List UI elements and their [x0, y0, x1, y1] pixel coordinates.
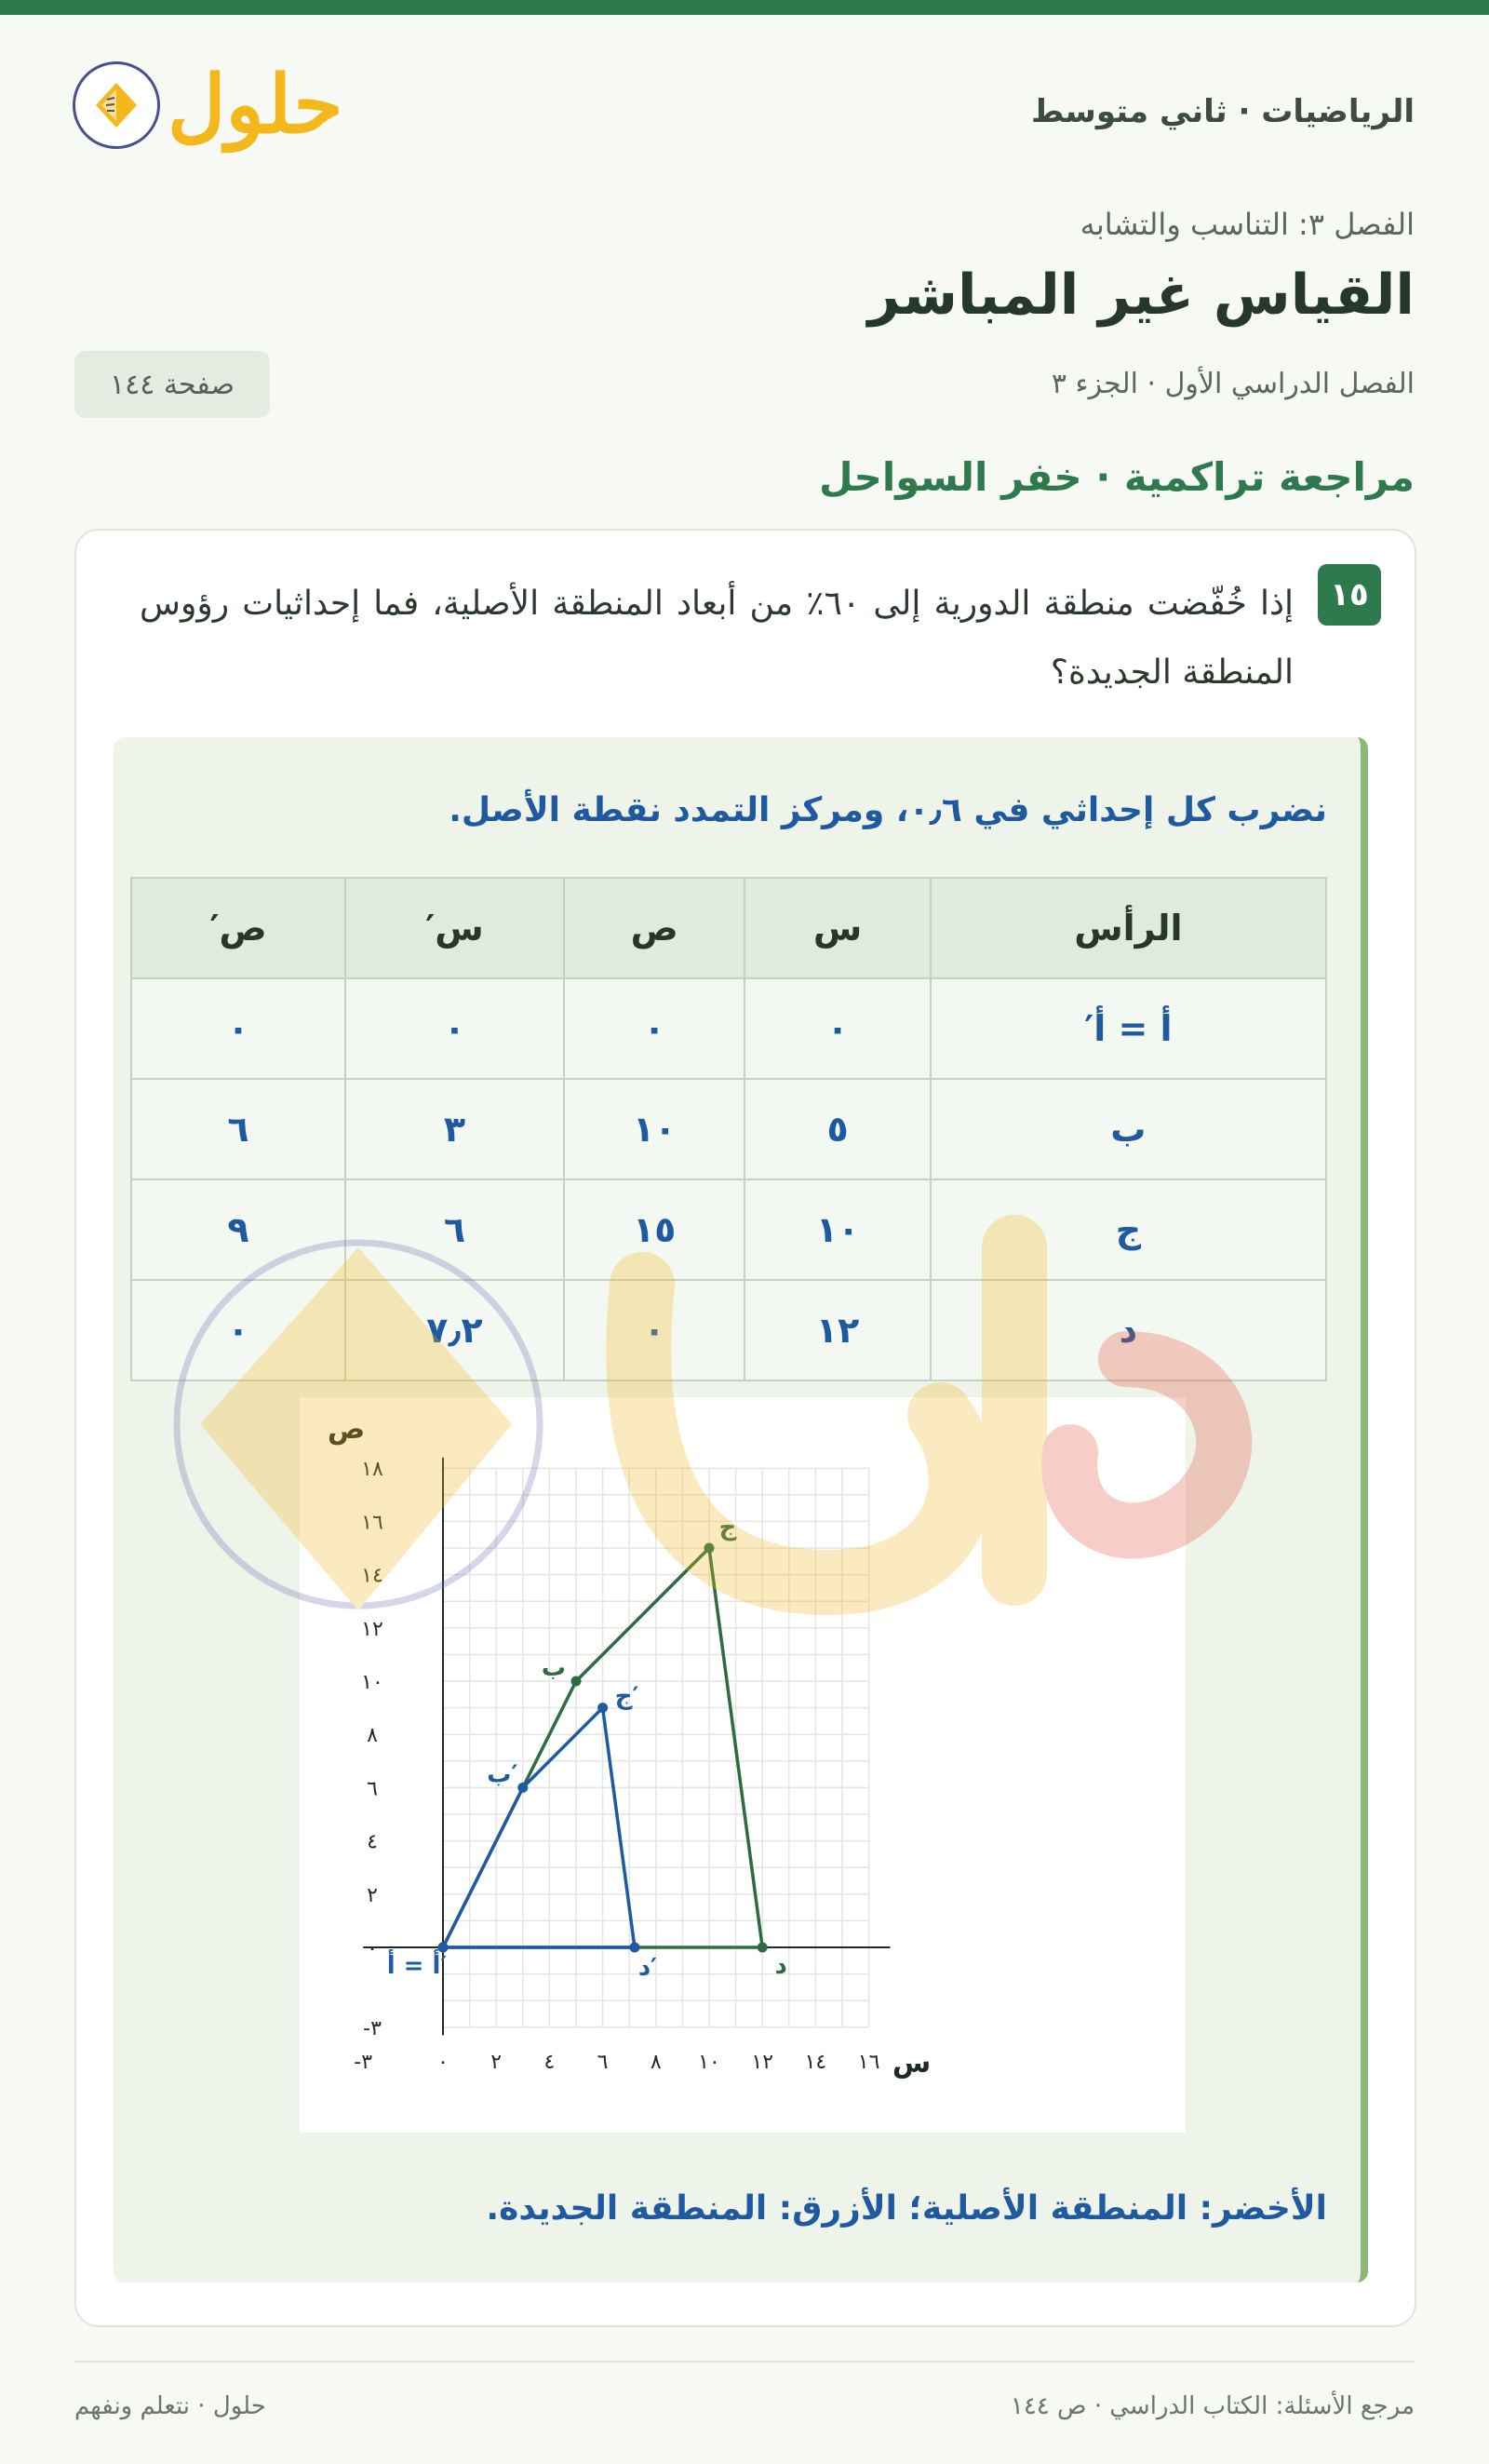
y-tick-label: ٢ [367, 1883, 378, 1907]
table-header-cell: س′ [345, 878, 564, 978]
answer-intro: نضرب كل إحداثي في ٠٫٦، ومركز التمدد نقطة الأصل. [449, 791, 1327, 829]
vertices-table [130, 877, 1327, 1381]
vertex-label: ب′ [487, 1760, 518, 1789]
y-tick-label: ١٢ [361, 1617, 383, 1641]
table-cell: ٠ [564, 1280, 745, 1380]
table-cell: ٠ [131, 978, 345, 1079]
table-header-cell: ص′ [131, 878, 345, 978]
table-row [131, 1079, 1326, 1179]
y-tick-label: ١٨ [361, 1458, 383, 1482]
y-axis-label: ص [327, 1413, 366, 1447]
vertex-label: د [774, 1952, 787, 1980]
y-tick-label: ٦ [367, 1777, 378, 1801]
table-header-cell: ص [564, 878, 745, 978]
table-cell: ٦ [345, 1179, 564, 1280]
y-tick-label: -٣ [363, 2016, 382, 2040]
vertex-label: د′ [637, 1954, 658, 1982]
table-cell: ١٥ [564, 1179, 745, 1280]
table-cell: ١٢ [744, 1280, 930, 1380]
vertex-point [571, 1676, 582, 1687]
question-card [74, 529, 1416, 2327]
x-tick-label: ٠ [437, 2050, 449, 2074]
table-cell: ٠ [345, 978, 564, 1079]
table-cell: ٠ [564, 978, 745, 1079]
book-icon [73, 61, 160, 149]
x-tick-label: ٢ [490, 2050, 503, 2074]
footer-reference: مرجع الأسئلة: الكتاب الدراسي · ص ١٤٤ [1010, 2392, 1415, 2420]
x-axis-label: س [892, 2046, 932, 2080]
table-cell: ١٠ [564, 1079, 745, 1179]
page-title: القياس غير المباشر [867, 263, 1415, 328]
y-tick-label: ٠ [367, 1937, 378, 1960]
vertex-point [704, 1543, 715, 1554]
table-cell: ٣ [345, 1079, 564, 1179]
top-accent-bar [0, 0, 1489, 15]
subject-label: الرياضيات · ثاني متوسط [1031, 93, 1415, 130]
x-tick-label: ١٦ [857, 2050, 880, 2074]
term-label: الفصل الدراسي الأول · الجزء ٣ [1051, 368, 1415, 400]
table-row [131, 1280, 1326, 1380]
vertex-point [517, 1783, 528, 1793]
table-row [131, 1179, 1326, 1280]
table-cell: ٠ [131, 1280, 345, 1380]
table-cell: ٠ [744, 978, 930, 1079]
footer-divider [74, 2361, 1415, 2363]
footer-tagline: حلول · نتعلم ونفهم [74, 2392, 266, 2420]
table-cell: أ = أ′ [931, 978, 1326, 1079]
table-header-row [131, 878, 1326, 978]
x-tick-label: ٨ [650, 2050, 662, 2074]
coordinate-graph [300, 1397, 1186, 2133]
table-header-cell: الرأس [931, 878, 1326, 978]
brand-name: حلول [168, 58, 343, 152]
question-text: إذا خُفّضت منطقة الدورية إلى ٦٠٪ من أبعاد المنطقة الأصلية، فما إحداثيات رؤوس المنطقة الجديدة؟ [140, 585, 1294, 692]
graph-legend: الأخضر: المنطقة الأصلية؛ الأزرق: المنطقة الجديدة. [486, 2189, 1327, 2228]
y-tick-label: ١٦ [361, 1511, 383, 1535]
chapter-label: الفصل ٣: التناسب والتشابه [1080, 207, 1415, 242]
x-tick-label: ٦ [597, 2050, 609, 2074]
table-cell: ٩ [131, 1179, 345, 1280]
y-tick-label: ١٠ [361, 1671, 383, 1694]
table-cell: د [931, 1280, 1326, 1380]
section-title: مراجعة تراكمية · خفر السواحل [819, 454, 1415, 500]
x-tick-label: ١٢ [751, 2050, 774, 2074]
table-cell: ٥ [744, 1079, 930, 1179]
x-tick-label: ٤ [543, 2050, 556, 2074]
brand-logo[interactable] [73, 58, 343, 152]
vertex-label: أ = أ′ [386, 1952, 448, 1980]
vertex-point [758, 1943, 768, 1953]
new-region-outline [443, 1708, 635, 1947]
vertex-point [597, 1703, 608, 1713]
answer-panel [114, 737, 1368, 2282]
table-cell: ج [931, 1179, 1326, 1280]
page-badge: صفحة ١٤٤ [74, 351, 270, 418]
x-tick-label: -٣ [354, 2050, 373, 2074]
vertex-label: ج [718, 1514, 737, 1542]
x-tick-label: ١٠ [698, 2050, 720, 2074]
table-cell: ٧٫٢ [345, 1280, 564, 1380]
table-header-cell: س [744, 878, 930, 978]
question-number-badge: ١٥ [1318, 564, 1381, 626]
y-tick-label: ١٤ [361, 1564, 383, 1588]
y-tick-label: ٨ [367, 1724, 378, 1748]
coordinate-plane [300, 1397, 1186, 2133]
vertex-point [438, 1943, 449, 1953]
vertex-label: ب [541, 1654, 567, 1682]
x-tick-label: ١٤ [804, 2050, 827, 2074]
table-row [131, 978, 1326, 1079]
table-cell: ب [931, 1079, 1326, 1179]
vertex-point [629, 1943, 639, 1953]
table-cell: ١٠ [744, 1179, 930, 1280]
table-cell: ٦ [131, 1079, 345, 1179]
y-tick-label: ٤ [367, 1830, 378, 1854]
vertex-label: ج′ [614, 1682, 639, 1711]
